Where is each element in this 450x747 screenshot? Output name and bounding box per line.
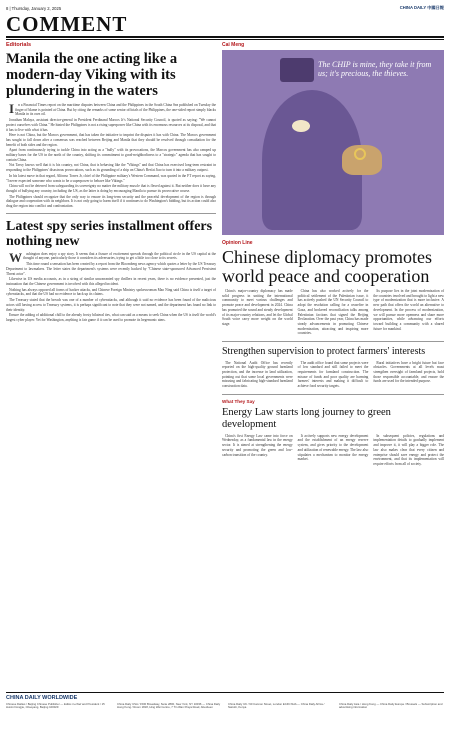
spy-series-headline: Latest spy series installment offers nothing new bbox=[6, 218, 213, 249]
footer-col-1: Chinese Dailies / Beijing Chinese Publisher — Editor-in-chief and President / 15 Huixin Dongjie, Chaoyang, Beijing 100029 bbox=[6, 702, 105, 710]
paragraph: Rural initiatives have a bright future but face obstacles. Governments at all levels must strengthen oversight of farmland projects, hold those responsible accountable, and ensure the funds are used for the intended purpose. bbox=[373, 360, 445, 384]
right-column bbox=[222, 42, 444, 468]
farmers-col-2 bbox=[298, 361, 369, 390]
divider bbox=[6, 213, 216, 214]
paragraph: Washington does enjoy a spy story. It seems that a fissure of excitement spreads through the political circle in the US capital at the thought of anyone, particularly those it considers its adversaries, trying to get a little too close to its secrets. bbox=[9, 249, 216, 265]
paragraph: Jonathan Malaya, assistant director-general in President Ferdinand Marcos Jr's National Security Council, is quoted as saying: "We cannot protect ourselves with China." He hinted the Philippines is not a rising superpower like China with its enormous resources at its disposal, and that it has to live with what it has. bbox=[6, 118, 216, 132]
paragraph: China's major-country diplomacy has made solid progress in uniting the international community to meet various challenges and promote peace and development in 2024. China has promoted the sound and steady development of its major-country relations, and let the Global South voice carry more weight on the world stage. bbox=[222, 289, 293, 326]
paragraph: The National Audit Office has recently reported on the high-quality ground farmland protection, and the increase in land utilization, pointing out that some local governments were misusing and fabricating high-standard farmland construction data. bbox=[222, 360, 293, 389]
paragraph: Not Tasvy knows well that it is his country, not China, that is behaving like the "Vikings" and that China has exercised long-term restraint in responding to the Philippines' disastrous provocations, such as its grounding of a ship on China's Ren'ai Jiao to turn it into a military outpost. bbox=[6, 163, 216, 173]
paragraph: China's first Energy Law came into force on Wednesday, as a fundamental law in the energy sector. It is aimed at strengthening the energy security and promoting the green and low-carbon transition of the country. bbox=[222, 433, 293, 457]
section-rule-thin bbox=[6, 39, 444, 40]
editorials-kicker: Editorials bbox=[6, 42, 32, 48]
paragraph: Here is not China, but the Marcos government, that has taken the initiative to imprint the disputes it has with China. The Marcos government has sought to fall down after a consensus was reached between Beijing and Manila that they should be resolved through consultation for the benefit of both sides and the region. bbox=[6, 133, 216, 147]
section-title: COMMENT bbox=[6, 12, 128, 36]
divider bbox=[222, 394, 444, 395]
paragraph: The Treasury stated that the breach was one of a number of cyberattacks, and although it said no evidence has been found of the malicious actors still having access to Treasury systems, it is perhaps significant to note that they were not named, and the department has found no link to their identity. bbox=[6, 298, 216, 312]
opinion-col-3 bbox=[373, 289, 444, 337]
paragraph: The Philippines should recognize that the only way to ensure its long-term security and the peaceful development of the region is through dialogue and cooperation with its neighbors. It is not only going to harm itself if it continues to do Washington's bidding, but its action could also drag the region into conflict and confrontation. bbox=[6, 194, 216, 209]
spy-series-body bbox=[6, 249, 216, 323]
footer-col-3: China Daily UK / 90 Cannon Street, London EC4N 6HA — China Daily Africa / Nairobi, Kenya bbox=[228, 702, 325, 710]
paragraph: In subsequent policies, regulations and implementation details to gradually implement and improve it, it will play a bigger role. The law also makes clear that every citizen and enterprise should save energy and protect the environment, and that its implementation will require efforts from all of society. bbox=[373, 433, 445, 466]
page-header bbox=[6, 4, 444, 12]
section-rule bbox=[6, 36, 444, 38]
editorial-headline: Manila the one acting like a modern-day Viking with its plundering in the waters bbox=[6, 51, 178, 99]
footer bbox=[6, 692, 444, 744]
cartoonist-label: Cai Meng bbox=[222, 42, 245, 48]
opinion-columns bbox=[222, 289, 444, 337]
paragraph: Nothing has always opposed all forms of hacker attacks, and Chinese Foreign Ministry spokeswoman Mao Ning said China is itself a target of cyberattacks, and that the US had no evidence to back up its claims. bbox=[6, 287, 216, 297]
farmers-col-3 bbox=[373, 361, 444, 390]
editorial-body bbox=[6, 103, 216, 209]
editorial-cartoon bbox=[222, 50, 444, 235]
paragraph: In a Financial Times report on the maritime disputes between China and the Philippines in the South China Sea published on Tuesday the finger of blame is pointed at China. But by citing the remarks of some senior officials of the Philippines, the one-sided report simply blacks Manila in its own oil. bbox=[9, 101, 216, 117]
paragraph: China has also worked actively for the political settlement of the Palestinian issue, it has actively pushed the UN Security Council to adopt the resolution calling for a ceasefire in Gaza, and brokered reconciliation talks among Palestinian factions that signed the Beijing Declaration. Over the past year, China has made steady advancements in promoting Chinese modernization, attracting and inspiring more countries. bbox=[297, 289, 369, 336]
opinion-col-1 bbox=[222, 289, 293, 337]
paragraph: Apart from continuously trying to tackle China into acting as a "bully" with its provocations, the Marcos government has also ramped up military bases for the US in the north of the country, shifting its commitment to good-neighborliness to a "strategic" agenda that has sought to contain China. bbox=[6, 148, 216, 162]
energy-col-2 bbox=[298, 434, 369, 468]
chip-icon bbox=[280, 58, 314, 82]
newspaper-brand: CHINA DAILY 中國日報 bbox=[399, 5, 444, 10]
cartoon-quote: The CHIP is mine, they take it from us; it's precious, the thieves. bbox=[318, 60, 432, 78]
opinion-col-2 bbox=[298, 289, 369, 337]
paragraph: In his latest move in that regard, Alfonso Torres Jr, chief of the Philippine military's Western Command, was quoted in the FT report as saying, "I never expected someone who wants to be a superpower to behave like Vikings." bbox=[6, 173, 216, 183]
energy-columns bbox=[222, 434, 444, 468]
page-info: 8 | Thursday, January 2, 2025 bbox=[6, 5, 62, 11]
ring-icon bbox=[354, 148, 366, 160]
what-they-say-kicker: What They Say bbox=[222, 398, 255, 404]
paragraph: This time round a sensation has been created by a report from the Bloomberg news agency which quotes a letter by the US Treasury Department to lawmakers. The letter states the department's systems were recently hacked by "Chinese state-sponsored Advanced Persistent Threat actor". bbox=[6, 262, 216, 276]
footer-col-4: China Daily Asia / Hong Kong — China Daily Europe / Brussels — Subscription and advertising information bbox=[339, 702, 443, 710]
footer-columns bbox=[6, 703, 444, 710]
energy-col-3 bbox=[373, 434, 444, 468]
opinion-kicker: Opinion Line bbox=[222, 240, 253, 246]
footer-col-2: China Daily USA / 1500 Broadway, Suite 2800, New York, NY 10036 — China Daily Hong Kong / Room 1818, Hing Wai Centre, 7 Tin Wan Praya Road, Aberdeen bbox=[117, 702, 221, 710]
paragraph: The audit office found that some projects were of low standard and still failed to meet the requirements for farmland construction. The misuse of funds and poor quality are harming farmers' interests and making it difficult to achieve food security targets. bbox=[297, 360, 369, 389]
paragraph: Likewise in US media accounts, as in a string of similar unwarranted spy thrillers in recent years, there is no evidence presented, just the insinuation that the Chinese government is involved with this alleged incident. bbox=[6, 277, 216, 286]
divider bbox=[222, 341, 444, 342]
opinion-headline: Chinese diplomacy promotes world peace and cooperation bbox=[222, 247, 432, 286]
footer-title: CHINA DAILY WORLDWIDE bbox=[6, 695, 78, 701]
paragraph: It actively supports new energy development and the establishment of an energy reserve system, and gives priority to the development and utilization of renewable energy. The law also stipulates a mechanism to monitor the energy market. bbox=[297, 433, 369, 462]
paragraph: China will not be deterred from safeguarding its sovereignty no matter the military muscle that is flexed against it. But neither does it have any thought of bullying any country, including the US, as the latter is doing by encouraging Manila to pursue its provocative course. bbox=[6, 184, 216, 193]
farmers-columns bbox=[222, 361, 444, 390]
paragraph: Ensure the adding of additional chill to the already frosty bilateral ties, what can said as a means to seek China when the US is itself the world's largest cyber player. Yet for Washington, anything is fair game if it can be used to promote its hegemonic aims. bbox=[6, 313, 216, 322]
cartoon-eye bbox=[292, 120, 310, 132]
paragraph: Its purpose lies in the joint modernization of the countries involved and brought to light a new type of modernization that is more inclusive. A new path that offers the world an alternative to development. In the process of modernization, we will pursue more openness and share more opportunities, while advancing our efforts toward building a community with a shared future for mankind. bbox=[373, 289, 445, 331]
energy-headline: Energy Law starts long journey to green development bbox=[222, 406, 391, 430]
farmers-col-1 bbox=[222, 361, 293, 390]
left-column bbox=[6, 42, 216, 324]
farmers-headline: Strengthen supervision to protect farmers' interests bbox=[222, 346, 426, 358]
energy-col-1 bbox=[222, 434, 293, 468]
